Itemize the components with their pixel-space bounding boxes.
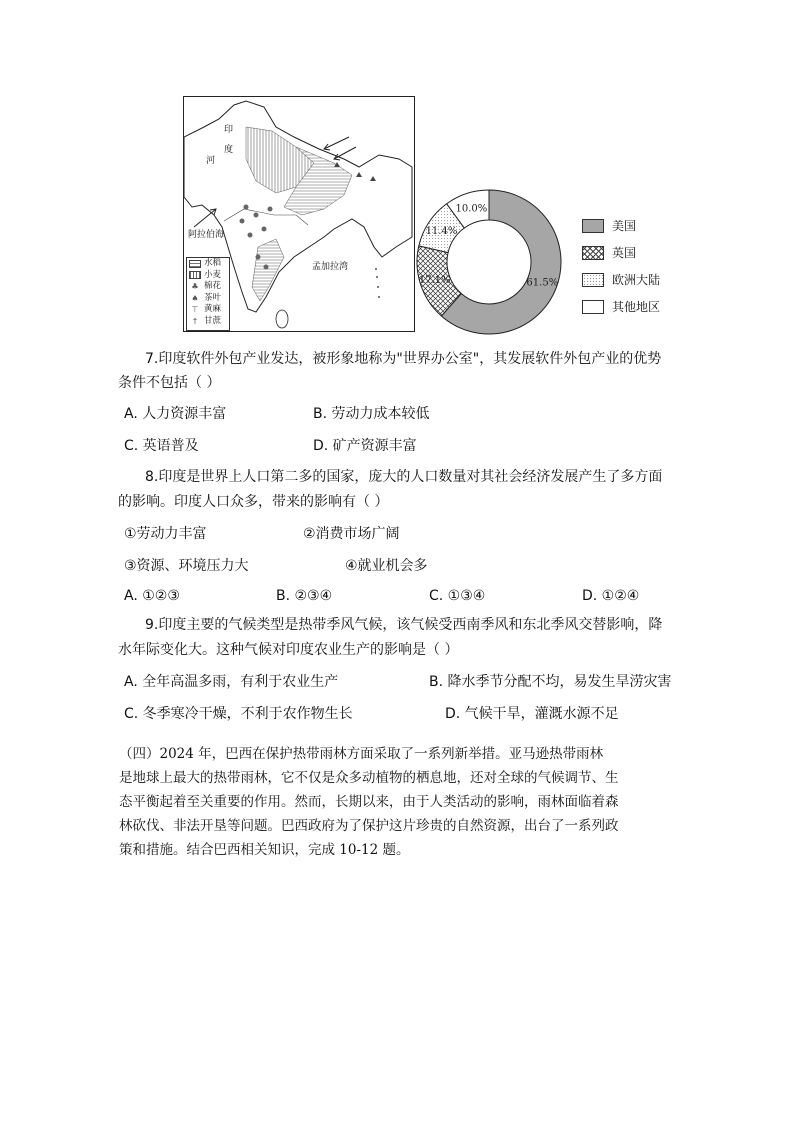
label-arabian-sea: 阿拉伯海: [188, 230, 225, 240]
rice-swatch: [189, 260, 201, 268]
legend-row-jute: [187, 304, 229, 316]
usa-swatch: [582, 219, 604, 233]
europe-swatch: [582, 273, 604, 287]
slice-label: 17.1%: [418, 274, 451, 286]
legend-label-other: 其他地区: [612, 300, 661, 314]
legend-item-europe: [582, 266, 702, 293]
andaman-islands: [375, 268, 380, 298]
q7-stem-line2: 条件不包括（ ）: [118, 375, 221, 391]
sri-lanka: [276, 310, 288, 328]
slice-label: 10.0%: [455, 203, 488, 215]
q7-option-d[interactable]: D. 矿产资源丰富: [313, 438, 417, 454]
label-he: 河: [206, 156, 216, 166]
map-legend: [186, 257, 230, 331]
q8-option-d[interactable]: D. ①②④: [582, 588, 640, 604]
slice-label: 11.4%: [425, 226, 458, 238]
legend-row-cotton: [187, 281, 229, 293]
outsourcing-donut-chart: [413, 186, 565, 338]
q8-item-3: ③资源、环境压力大: [124, 558, 249, 574]
passage-line: 是地球上最大的热带雨林，它不仅是众多动植物的栖息地，还对全球的气候调节、生: [119, 770, 619, 786]
donut-svg: [413, 186, 565, 338]
legend-label: 黄麻: [204, 304, 222, 314]
q9-option-b[interactable]: B. 降水季节分配不均，易发生旱涝灾害: [429, 674, 672, 690]
q7-option-b[interactable]: B. 劳动力成本较低: [313, 406, 430, 422]
q8-option-c[interactable]: C. ①③④: [429, 588, 486, 604]
legend-label-uk: 英国: [612, 246, 637, 260]
q8-item-1: ①劳动力丰富: [124, 526, 207, 542]
jute-icon: ⊤: [191, 305, 199, 314]
donut-legend: [582, 212, 702, 320]
passage-line: 态平衡起着至关重要的作用。然而，长期以来，由于人类活动的影响，雨林面临着森: [119, 794, 619, 810]
legend-row-wheat: [187, 270, 229, 282]
q7-option-a[interactable]: A. 人力资源丰富: [124, 406, 227, 422]
q9-option-a[interactable]: A. 全年高温多雨，有利于农业生产: [124, 674, 339, 690]
legend-label: 甘蔗: [204, 315, 222, 326]
legend-row-tea: [187, 293, 229, 305]
q8-option-a[interactable]: A. ①②③: [124, 588, 180, 604]
q9-stem-line1: 9.印度主要的气候类型是热带季风气候，该气候受西南季风和东北季风交替影响，降: [145, 617, 663, 633]
sugarcane-icon: ↑: [191, 316, 199, 326]
india-map: [183, 96, 415, 332]
legend-item-uk: [582, 239, 702, 266]
passage-line: 策和措施。结合巴西相关知识，完成 10-12 题。: [119, 842, 410, 858]
q8-option-b[interactable]: B. ②③④: [276, 588, 333, 604]
q9-stem-line2: 水年际变化大。这种气候对印度农业生产的影响是（ ）: [118, 642, 459, 658]
passage-brazil: [119, 742, 679, 862]
q9-option-c[interactable]: C. 冬季寒冷干燥，不利于农作物生长: [124, 706, 353, 722]
legend-row-sugarcane: [187, 316, 229, 328]
legend-label-usa: 美国: [612, 219, 637, 233]
legend-item-usa: [582, 212, 702, 239]
uk-swatch: [582, 246, 604, 260]
label-du: 度: [224, 145, 234, 155]
q9-option-d[interactable]: D. 气候干旱，灌溉水源不足: [445, 706, 619, 722]
q8-item-2: ②消费市场广阔: [303, 526, 400, 542]
legend-label: 水稻: [204, 258, 222, 268]
legend-label-europe: 欧洲大陆: [612, 273, 661, 287]
legend-row-rice: [187, 258, 229, 270]
legend-item-other: [582, 293, 702, 320]
q8-stem-line1: 8.印度是世界上人口第二多的国家，庞大的人口数量对其社会经济发展产生了多方面: [145, 469, 663, 485]
legend-label: 棉花: [204, 281, 222, 291]
passage-line: 林砍伐、非法开垦等问题。巴西政府为了保护这片珍贵的自然资源，出台了一系列政: [119, 818, 619, 834]
cotton-icon: ♣: [191, 282, 199, 291]
slice-label: 61.5%: [526, 277, 559, 289]
label-bay-of-bengal: 孟加拉湾: [312, 262, 349, 272]
legend-label: 小麦: [204, 269, 222, 280]
q8-stem-line2: 的影响。印度人口众多，带来的影响有（ ）: [118, 494, 389, 510]
q7-stem-line1: 7.印度软件外包产业发达，被形象地称为"世界办公室"，其发展软件外包产业的优势: [145, 351, 662, 367]
legend-label: 茶叶: [204, 292, 222, 303]
tea-icon: ♠: [191, 293, 199, 303]
wheat-swatch: [189, 271, 201, 279]
q8-item-4: ④就业机会多: [345, 558, 428, 574]
other-swatch: [582, 300, 604, 314]
passage-line: （四）2024 年，巴西在保护热带雨林方面采取了一系列新举措。亚马逊热带雨林: [119, 746, 604, 762]
q7-option-c[interactable]: C. 英语普及: [124, 438, 199, 454]
label-yin: 印: [224, 125, 234, 135]
